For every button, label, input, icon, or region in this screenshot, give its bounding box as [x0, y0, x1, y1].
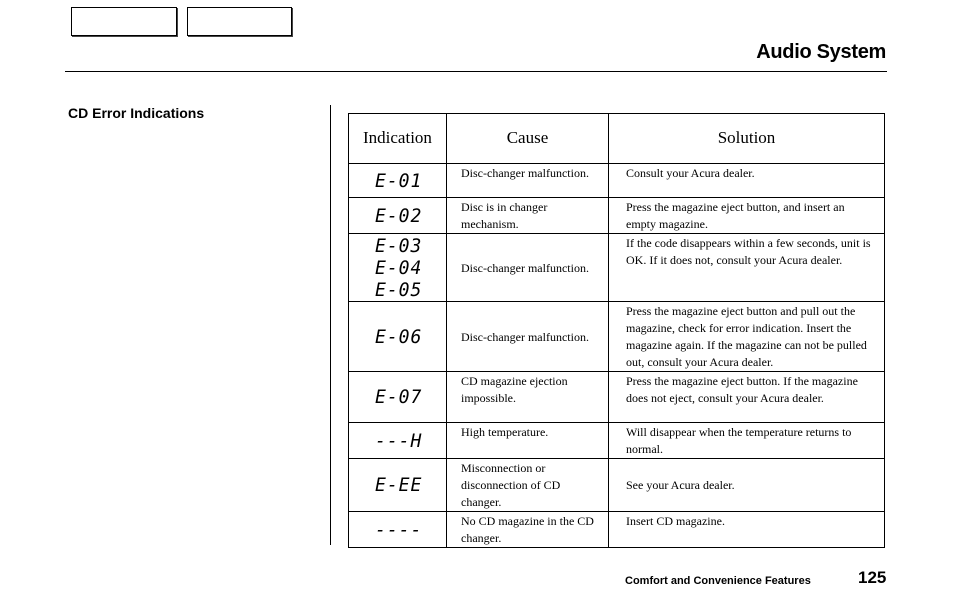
- error-code-cell: [349, 198, 447, 234]
- cause-cell: Disc-changer malfunction.: [447, 234, 609, 302]
- error-code: E-EE: [375, 474, 423, 496]
- header-cause: Cause: [447, 114, 609, 164]
- cause-cell: No CD magazine in the CD changer.: [447, 512, 609, 548]
- solution-cell: See your Acura dealer.: [609, 459, 885, 512]
- error-code: ---H: [375, 429, 423, 452]
- table-row: [349, 234, 885, 302]
- page-title: Audio System: [756, 41, 886, 63]
- solution-cell: Consult your Acura dealer.: [609, 164, 885, 198]
- nav-button-next[interactable]: [187, 7, 292, 36]
- header-divider: [65, 71, 887, 72]
- table-row: [349, 302, 885, 372]
- solution-cell: Will disappear when the temperature returns to normal.: [609, 423, 885, 459]
- error-code: E-03: [375, 234, 423, 257]
- solution-cell: Press the magazine eject button, and insert an empty magazine.: [609, 198, 885, 234]
- cause-cell: Disc is in changer mechanism.: [447, 198, 609, 234]
- error-code: E-02: [375, 204, 423, 227]
- nav-button-previous[interactable]: [71, 7, 177, 36]
- column-divider: [330, 105, 331, 545]
- solution-cell: Press the magazine eject button and pull out the magazine, check for error indication. Insert the magazine again. If the magazine can not be pulled out, consult your Acura dealer.: [609, 302, 885, 372]
- error-code: E-01: [375, 169, 423, 192]
- error-code: E-06: [375, 325, 423, 348]
- solution-cell: Press the magazine eject button. If the magazine does not eject, consult your Acura dealer.: [609, 372, 885, 423]
- footer-section-title: Comfort and Convenience Features: [625, 575, 811, 587]
- solution-cell: Insert CD magazine.: [609, 512, 885, 548]
- error-table: [348, 113, 885, 548]
- table-row: [349, 164, 885, 198]
- table-header-row: [349, 114, 885, 164]
- header-solution: Solution: [609, 114, 885, 164]
- cause-cell: Misconnection or disconnection of CD changer.: [447, 459, 609, 512]
- cause-cell: CD magazine ejection impossible.: [447, 372, 609, 423]
- error-code-cell: [349, 459, 447, 512]
- solution-cell: If the code disappears within a few seconds, unit is OK. If it does not, consult your Acura dealer.: [609, 234, 885, 302]
- error-code: E-04: [375, 256, 423, 279]
- error-code-cell: [349, 164, 447, 198]
- error-code-cell: [349, 423, 447, 459]
- error-code: E-05: [375, 278, 423, 301]
- table-row: [349, 459, 885, 512]
- page-number: 125: [858, 568, 887, 587]
- cause-cell: Disc-changer malfunction.: [447, 302, 609, 372]
- error-code-cell: [349, 372, 447, 423]
- header-indication: Indication: [349, 114, 447, 164]
- section-heading: CD Error Indications: [68, 105, 205, 121]
- cause-cell: Disc-changer malfunction.: [447, 164, 609, 198]
- table-row: [349, 198, 885, 234]
- error-code-cell: [349, 302, 447, 372]
- error-code-cell: [349, 234, 447, 302]
- table-row: [349, 372, 885, 423]
- error-code: ----: [375, 518, 423, 541]
- table-row: [349, 423, 885, 459]
- error-code-cell: [349, 512, 447, 548]
- table-row: [349, 512, 885, 548]
- error-code: E-07: [375, 386, 423, 408]
- cause-cell: High temperature.: [447, 423, 609, 459]
